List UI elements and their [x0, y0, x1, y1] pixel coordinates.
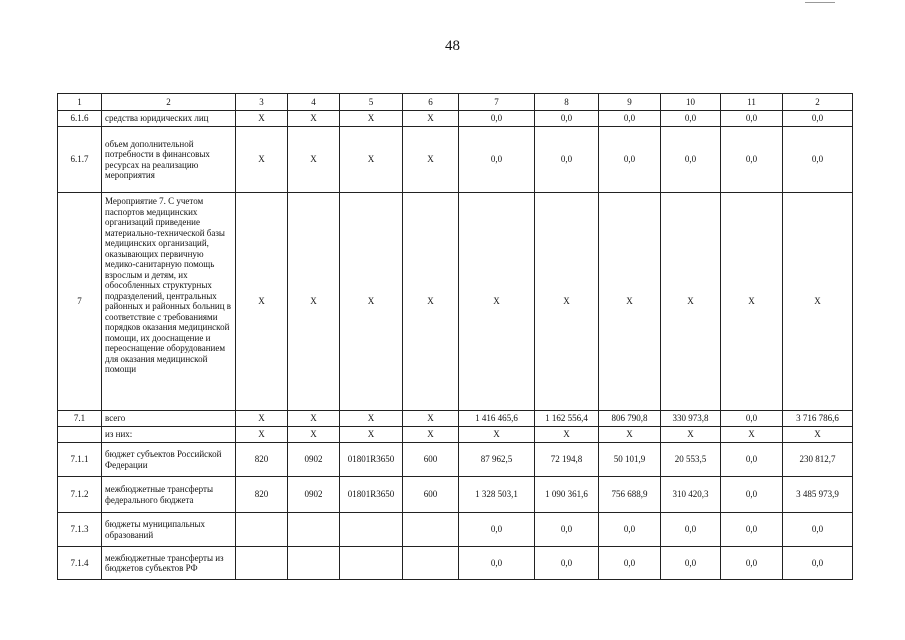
cell-col6: X: [403, 127, 459, 193]
row-name: бюджеты муниципальных образований: [102, 513, 236, 547]
cell-col3: X: [236, 111, 288, 127]
cell-col4: X: [288, 427, 340, 443]
cell-col4: 0902: [288, 443, 340, 477]
cell-col8: 0,0: [535, 111, 599, 127]
table-row: [58, 477, 853, 513]
cell-col4: X: [288, 411, 340, 427]
cell-col4: X: [288, 193, 340, 411]
table-row: [58, 443, 853, 477]
row-number: 6.1.6: [58, 111, 102, 127]
cell-col7: 0,0: [459, 127, 535, 193]
cell-col8: 0,0: [535, 127, 599, 193]
row-number: 7.1.2: [58, 477, 102, 513]
cell-col4: [288, 547, 340, 580]
row-number: [58, 427, 102, 443]
cell-col8: 1 162 556,4: [535, 411, 599, 427]
table-row: [58, 193, 853, 411]
cell-col7: 1 328 503,1: [459, 477, 535, 513]
cell-col12: X: [783, 193, 853, 411]
row-name: бюджет субъектов Российской Федерации: [102, 443, 236, 477]
row-number: 7.1.3: [58, 513, 102, 547]
cell-col10: 310 420,3: [661, 477, 721, 513]
row-name: из них:: [102, 427, 236, 443]
table-row: [58, 127, 853, 193]
cell-col3: X: [236, 427, 288, 443]
cell-col5: 01801R3650: [340, 443, 403, 477]
cell-col12: 3 716 786,6: [783, 411, 853, 427]
cell-col9: 806 790,8: [599, 411, 661, 427]
table-row: [58, 411, 853, 427]
cell-col9: X: [599, 193, 661, 411]
cell-col10: 20 553,5: [661, 443, 721, 477]
cell-col11: 0,0: [721, 127, 783, 193]
row-number: 7.1.1: [58, 443, 102, 477]
cell-col7: 1 416 465,6: [459, 411, 535, 427]
cell-col5: X: [340, 193, 403, 411]
cell-col3: X: [236, 193, 288, 411]
cell-col8: 0,0: [535, 547, 599, 580]
cell-col11: X: [721, 193, 783, 411]
header-cell: 10: [661, 94, 721, 111]
header-cell: 2: [783, 94, 853, 111]
cell-col5: 01801R3650: [340, 477, 403, 513]
cell-col3: X: [236, 127, 288, 193]
cell-col4: [288, 513, 340, 547]
cell-col8: 1 090 361,6: [535, 477, 599, 513]
cell-col9: 0,0: [599, 127, 661, 193]
cell-col6: [403, 547, 459, 580]
cell-col12: 0,0: [783, 127, 853, 193]
cell-col6: 600: [403, 443, 459, 477]
cell-col5: [340, 547, 403, 580]
cell-col7: X: [459, 193, 535, 411]
header-cell: 5: [340, 94, 403, 111]
cell-col6: [403, 513, 459, 547]
row-name: Мероприятие 7. С учетом паспортов медицинских организаций приведение материально-технической базы медицинских организаций, оказывающих первичную медико-санитарную помощь взрослым и детям, их обособленных структурных подразделений, центральных районных и районных больниц в соответствие с требованиями порядков оказания медицинской помощи, их дооснащение и переоснащение оборудованием для оказания медицинской помощи: [102, 193, 236, 411]
header-cell: 3: [236, 94, 288, 111]
header-row: [58, 94, 853, 111]
page-edge-mark: [805, 0, 835, 3]
cell-col6: X: [403, 427, 459, 443]
cell-col11: 0,0: [721, 477, 783, 513]
cell-col7: 0,0: [459, 547, 535, 580]
cell-col8: X: [535, 193, 599, 411]
cell-col9: 0,0: [599, 547, 661, 580]
cell-col3: 820: [236, 477, 288, 513]
table-row: [58, 513, 853, 547]
cell-col8: X: [535, 427, 599, 443]
cell-col4: 0902: [288, 477, 340, 513]
cell-col10: 0,0: [661, 547, 721, 580]
cell-col12: 3 485 973,9: [783, 477, 853, 513]
cell-col10: X: [661, 427, 721, 443]
row-name: средства юридических лиц: [102, 111, 236, 127]
row-number: 6.1.7: [58, 127, 102, 193]
cell-col11: 0,0: [721, 513, 783, 547]
cell-col12: 0,0: [783, 513, 853, 547]
row-name: межбюджетные трансферты из бюджетов субъектов РФ: [102, 547, 236, 580]
cell-col10: X: [661, 193, 721, 411]
cell-col5: [340, 513, 403, 547]
cell-col7: 0,0: [459, 111, 535, 127]
cell-col6: X: [403, 111, 459, 127]
header-cell: 9: [599, 94, 661, 111]
cell-col7: 87 962,5: [459, 443, 535, 477]
cell-col8: 72 194,8: [535, 443, 599, 477]
cell-col3: [236, 547, 288, 580]
cell-col9: 756 688,9: [599, 477, 661, 513]
cell-col5: X: [340, 411, 403, 427]
header-cell: 11: [721, 94, 783, 111]
cell-col10: 0,0: [661, 513, 721, 547]
cell-col7: X: [459, 427, 535, 443]
cell-col10: 0,0: [661, 111, 721, 127]
table-row: [58, 547, 853, 580]
cell-col10: 0,0: [661, 127, 721, 193]
header-cell: 1: [58, 94, 102, 111]
cell-col11: X: [721, 427, 783, 443]
cell-col12: X: [783, 427, 853, 443]
cell-col12: 0,0: [783, 111, 853, 127]
header-cell: 4: [288, 94, 340, 111]
header-cell: 6: [403, 94, 459, 111]
cell-col6: 600: [403, 477, 459, 513]
cell-col3: 820: [236, 443, 288, 477]
cell-col9: X: [599, 427, 661, 443]
cell-col9: 0,0: [599, 111, 661, 127]
row-number: 7.1.4: [58, 547, 102, 580]
cell-col8: 0,0: [535, 513, 599, 547]
cell-col9: 0,0: [599, 513, 661, 547]
budget-table: [57, 93, 853, 580]
row-name: всего: [102, 411, 236, 427]
cell-col12: 0,0: [783, 547, 853, 580]
cell-col10: 330 973,8: [661, 411, 721, 427]
cell-col9: 50 101,9: [599, 443, 661, 477]
cell-col5: X: [340, 111, 403, 127]
cell-col5: X: [340, 427, 403, 443]
row-name: межбюджетные трансферты федерального бюджета: [102, 477, 236, 513]
row-name: объем дополнительной потребности в финансовых ресурсах на реализацию мероприятия: [102, 127, 236, 193]
header-cell: 2: [102, 94, 236, 111]
cell-col12: 230 812,7: [783, 443, 853, 477]
cell-col4: X: [288, 111, 340, 127]
cell-col3: X: [236, 411, 288, 427]
cell-col11: 0,0: [721, 411, 783, 427]
table-row: [58, 111, 853, 127]
header-cell: 7: [459, 94, 535, 111]
cell-col11: 0,0: [721, 443, 783, 477]
cell-col11: 0,0: [721, 547, 783, 580]
cell-col4: X: [288, 127, 340, 193]
header-cell: 8: [535, 94, 599, 111]
cell-col11: 0,0: [721, 111, 783, 127]
row-number: 7: [58, 193, 102, 411]
cell-col3: [236, 513, 288, 547]
table-row: [58, 427, 853, 443]
cell-col6: X: [403, 411, 459, 427]
page-number: 48: [445, 38, 460, 54]
row-number: 7.1: [58, 411, 102, 427]
cell-col6: X: [403, 193, 459, 411]
cell-col7: 0,0: [459, 513, 535, 547]
cell-col5: X: [340, 127, 403, 193]
